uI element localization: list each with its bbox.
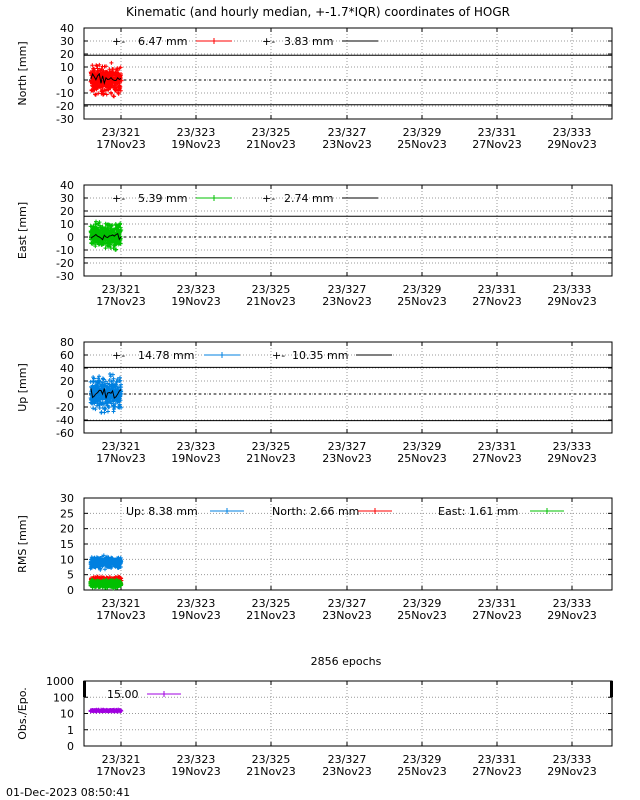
x-tick-label-day: 23/327 — [327, 597, 367, 610]
x-tick-label-day: 23/321 — [101, 597, 141, 610]
y-tick-label: -20 — [56, 401, 74, 414]
x-tick-label-date: 21Nov23 — [246, 609, 296, 622]
y-tick-label: 25 — [60, 507, 74, 521]
legend-prefix: +- — [112, 349, 126, 362]
x-tick-label-day: 23/321 — [101, 126, 141, 139]
x-tick-label-date: 21Nov23 — [246, 452, 296, 465]
x-tick-label-date: 23Nov23 — [322, 295, 372, 308]
x-tick-label-day: 23/321 — [101, 283, 141, 296]
x-tick-label-day: 23/321 — [101, 753, 141, 766]
y-tick-label: 40 — [60, 179, 74, 192]
x-tick-label-day: 23/329 — [402, 597, 442, 610]
x-tick-label-day: 23/327 — [327, 753, 367, 766]
y-tick-label: -30 — [56, 113, 74, 126]
x-tick-label-day: 23/329 — [402, 440, 442, 453]
x-tick-label-date: 23Nov23 — [322, 138, 372, 151]
y-tick-label: 30 — [60, 35, 74, 48]
data-point — [119, 383, 123, 387]
x-tick-label-day: 23/325 — [251, 126, 291, 139]
data-point — [106, 409, 110, 413]
x-tick-label-date: 29Nov23 — [547, 765, 597, 778]
panel-2 — [16, 336, 612, 465]
x-tick-label-day: 23/325 — [251, 753, 291, 766]
x-tick-label-date: 25Nov23 — [397, 765, 447, 778]
chart-title: Kinematic (and hourly median, +-1.7*IQR) coordinates of HOGR — [126, 5, 510, 19]
y-tick-label: 0 — [67, 231, 74, 244]
y-tick-label: 30 — [60, 192, 74, 205]
x-tick-label-day: 23/327 — [327, 440, 367, 453]
x-tick-label-day: 23/321 — [101, 440, 141, 453]
data-points — [89, 708, 124, 714]
x-tick-label-day: 23/323 — [176, 283, 216, 296]
y-tick-label: 5 — [67, 568, 74, 582]
y-tick-label: 0 — [67, 388, 74, 401]
x-tick-label-day: 23/333 — [552, 126, 592, 139]
y-tick-label: -10 — [56, 244, 74, 257]
legend-prefix: +- — [112, 35, 126, 48]
y-tick-label: 20 — [60, 205, 74, 218]
legend-label: 14.78 mm — [138, 349, 195, 362]
y-tick-label: 0 — [67, 74, 74, 87]
edge-marker — [83, 681, 86, 697]
y-axis-label: North [mm] — [16, 41, 29, 106]
x-tick-label-day: 23/331 — [477, 440, 517, 453]
legend-label: Up: 8.38 mm — [126, 505, 198, 518]
x-tick-label-day: 23/333 — [552, 440, 592, 453]
panel-3 — [16, 492, 612, 622]
epochs-annotation: 2856 epochs — [310, 655, 382, 668]
x-tick-label-day: 23/327 — [327, 126, 367, 139]
x-tick-label-day: 23/323 — [176, 597, 216, 610]
y-tick-label: 60 — [60, 349, 74, 362]
x-tick-label-date: 19Nov23 — [171, 138, 221, 151]
y-tick-label: 10 — [60, 707, 74, 721]
y-tick-label: -30 — [56, 270, 74, 283]
x-tick-label-date: 23Nov23 — [322, 452, 372, 465]
y-tick-label: 40 — [60, 362, 74, 375]
data-points — [88, 553, 123, 590]
x-tick-label-date: 27Nov23 — [472, 452, 522, 465]
x-tick-label-day: 23/331 — [477, 753, 517, 766]
x-tick-label-date: 17Nov23 — [96, 765, 146, 778]
x-tick-label-day: 23/325 — [251, 597, 291, 610]
y-tick-label: -40 — [56, 414, 74, 427]
x-tick-label-date: 25Nov23 — [397, 609, 447, 622]
x-tick-label-date: 27Nov23 — [472, 295, 522, 308]
legend-label: East: 1.61 mm — [438, 505, 519, 518]
x-tick-label-day: 23/329 — [402, 126, 442, 139]
x-tick-label-day: 23/329 — [402, 283, 442, 296]
panel-1 — [16, 179, 612, 308]
panel-0 — [16, 22, 612, 151]
x-tick-label-date: 29Nov23 — [547, 609, 597, 622]
y-tick-label: 0 — [67, 740, 74, 753]
y-tick-label: 20 — [60, 375, 74, 388]
y-tick-label: -20 — [56, 257, 74, 270]
x-tick-label-date: 21Nov23 — [246, 295, 296, 308]
x-tick-label-day: 23/331 — [477, 597, 517, 610]
x-tick-label-day: 23/333 — [552, 283, 592, 296]
x-tick-label-date: 17Nov23 — [96, 138, 146, 151]
y-tick-label: 10 — [60, 553, 74, 567]
x-tick-label-date: 23Nov23 — [322, 609, 372, 622]
x-tick-label-date: 19Nov23 — [171, 609, 221, 622]
legend-label: 6.47 mm — [138, 35, 188, 48]
x-tick-label-date: 29Nov23 — [547, 138, 597, 151]
x-tick-label-date: 25Nov23 — [397, 138, 447, 151]
y-tick-label: 1000 — [46, 675, 74, 688]
legend-label: 2.74 mm — [284, 192, 334, 205]
y-tick-label: 1 — [67, 723, 74, 737]
legend-label: 15.00 — [107, 688, 139, 701]
y-tick-label: -20 — [56, 100, 74, 113]
y-tick-label: 10 — [60, 218, 74, 231]
x-tick-label-day: 23/329 — [402, 753, 442, 766]
panel-4 — [16, 655, 613, 778]
edge-marker — [610, 681, 613, 697]
data-point — [109, 61, 113, 65]
x-tick-label-date: 19Nov23 — [171, 452, 221, 465]
y-tick-label: 15 — [60, 538, 74, 551]
x-tick-label-date: 27Nov23 — [472, 765, 522, 778]
legend-label: 3.83 mm — [284, 35, 334, 48]
x-tick-label-day: 23/323 — [176, 753, 216, 766]
x-tick-label-date: 29Nov23 — [547, 295, 597, 308]
y-tick-label: 80 — [60, 336, 74, 349]
x-tick-label-day: 23/333 — [552, 597, 592, 610]
legend-label: 5.39 mm — [138, 192, 188, 205]
x-tick-label-date: 29Nov23 — [547, 452, 597, 465]
y-tick-label: 20 — [60, 48, 74, 61]
x-tick-label-day: 23/331 — [477, 283, 517, 296]
x-tick-label-day: 23/325 — [251, 283, 291, 296]
x-tick-label-day: 23/323 — [176, 126, 216, 139]
y-axis-label: Obs./Epo. — [16, 687, 29, 740]
y-axis-label: East [mm] — [16, 201, 29, 260]
y-tick-label: 10 — [60, 61, 74, 74]
data-point — [108, 372, 112, 376]
x-tick-label-date: 21Nov23 — [246, 138, 296, 151]
x-tick-label-date: 21Nov23 — [246, 765, 296, 778]
y-tick-label: 30 — [60, 492, 74, 505]
x-tick-label-day: 23/333 — [552, 753, 592, 766]
x-tick-label-date: 27Nov23 — [472, 609, 522, 622]
x-tick-label-date: 19Nov23 — [171, 765, 221, 778]
y-tick-label: 100 — [53, 691, 74, 705]
legend-label: 10.35 mm — [292, 349, 349, 362]
legend-prefix: +- — [262, 35, 276, 48]
y-tick-label: -60 — [56, 427, 74, 440]
x-tick-label-date: 17Nov23 — [96, 295, 146, 308]
data-point — [112, 410, 116, 414]
x-tick-label-day: 23/327 — [327, 283, 367, 296]
x-tick-label-day: 23/325 — [251, 440, 291, 453]
x-tick-label-date: 17Nov23 — [96, 609, 146, 622]
legend-prefix: +- — [112, 192, 126, 205]
data-point — [102, 411, 106, 415]
legend-prefix: +- — [272, 349, 286, 362]
x-tick-label-date: 19Nov23 — [171, 295, 221, 308]
y-axis-label: RMS [mm] — [16, 515, 29, 573]
x-tick-label-date: 23Nov23 — [322, 765, 372, 778]
x-tick-label-day: 23/323 — [176, 440, 216, 453]
x-tick-label-date: 17Nov23 — [96, 452, 146, 465]
data-point — [93, 244, 97, 248]
x-tick-label-date: 27Nov23 — [472, 138, 522, 151]
x-tick-label-date: 25Nov23 — [397, 452, 447, 465]
y-tick-label: 0 — [67, 584, 74, 597]
y-axis-label: Up [mm] — [16, 363, 29, 412]
x-tick-label-date: 25Nov23 — [397, 295, 447, 308]
data-point — [91, 406, 95, 410]
y-tick-label: -10 — [56, 87, 74, 100]
data-point — [112, 94, 116, 98]
x-tick-label-day: 23/331 — [477, 126, 517, 139]
legend-prefix: +- — [262, 192, 276, 205]
y-tick-label: 40 — [60, 22, 74, 35]
y-tick-label: 20 — [60, 522, 74, 536]
legend-label: North: 2.66 mm — [272, 505, 360, 518]
footer-timestamp: 01-Dec-2023 08:50:41 — [6, 786, 131, 799]
